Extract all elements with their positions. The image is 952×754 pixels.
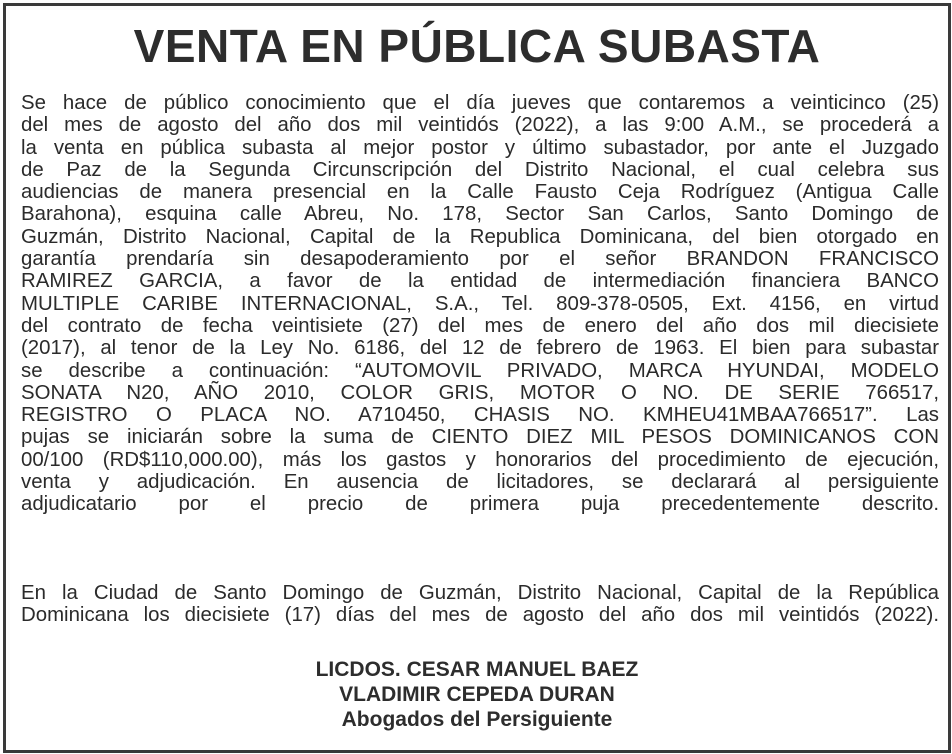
body-line: garantía prendaría sin desapoderamiento por el señor BRANDON FRANCISCO	[21, 248, 939, 271]
body-line: se describe a continuación: “AUTOMOVIL PRIVADO, MARCA HYUNDAI, MODELO	[21, 359, 939, 382]
body-line: la venta en pública subasta al mejor postor y último subastador, por ante el Juzgado	[21, 136, 939, 159]
signature-role: Abogados del Persiguiente	[341, 708, 613, 731]
closing-line: En la Ciudad de Santo Domingo de Guzmán, Distrito Nacional, Capital de la República	[21, 582, 939, 604]
signature-lawyers-line-1: LICDOS. CESAR MANUEL BAEZ	[315, 658, 639, 681]
body-line: de Paz de la Segunda Circunscripción del Distrito Nacional, el cual celebra sus	[21, 158, 939, 181]
notice-frame	[3, 3, 951, 753]
closing-line: Dominicana los diecisiete (17) días del mes de agosto del año dos mil veintidós (2022).	[21, 604, 939, 627]
body-line: RAMIREZ GARCIA, a favor de la entidad de intermediación financiera BANCO	[21, 270, 939, 293]
body-line: audiencias de manera presencial en la Calle Fausto Ceja Rodríguez (Antigua Calle	[21, 181, 939, 204]
signature-block	[6, 657, 948, 732]
notice-body	[21, 92, 939, 516]
body-line: 00/100 (RD$110,000.00), más los gastos y honorarios del procedimiento de ejecución,	[21, 448, 939, 471]
body-line: del mes de agosto del año dos mil veintidós (2022), a las 9:00 A.M., se procederá a	[21, 114, 939, 137]
body-line: (2017), al tenor de la Ley No. 6186, del 12 de febrero de 1963. El bien para subastar	[21, 337, 939, 360]
body-line: del contrato de fecha veintisiete (27) del mes de enero del año dos mil diecisiete	[21, 314, 939, 337]
body-line: adjudicatario por el precio de primera puja precedentemente descrito.	[21, 493, 939, 516]
notice-title: VENTA EN PÚBLICA SUBASTA	[133, 20, 821, 72]
body-line: Guzmán, Distrito Nacional, Capital de la Republica Dominicana, del bien otorgado en	[21, 225, 939, 248]
body-line: SONATA N20, AÑO 2010, COLOR GRIS, MOTOR O NO. DE SERIE 766517,	[21, 381, 939, 404]
body-line: REGISTRO O PLACA NO. A710450, CHASIS NO. KMHEU41MBAA766517”. Las	[21, 404, 939, 427]
body-line: MULTIPLE CARIBE INTERNACIONAL, S.A., Tel. 809-378-0505, Ext. 4156, en virtud	[21, 292, 939, 315]
body-line: pujas se iniciarán sobre la suma de CIENTO DIEZ MIL PESOS DOMINICANOS CON	[21, 426, 939, 449]
body-line: venta y adjudicación. En ausencia de licitadores, se declarará al persiguiente	[21, 471, 939, 494]
body-line: Se hace de público conocimiento que el día jueves que contaremos a veinticinco (25)	[21, 92, 939, 114]
notice-closing	[21, 582, 939, 627]
signature-lawyers-line-2: VLADIMIR CEPEDA DURAN	[339, 683, 615, 706]
body-line: Barahona), esquina calle Abreu, No. 178, Sector San Carlos, Santo Domingo de	[21, 203, 939, 226]
